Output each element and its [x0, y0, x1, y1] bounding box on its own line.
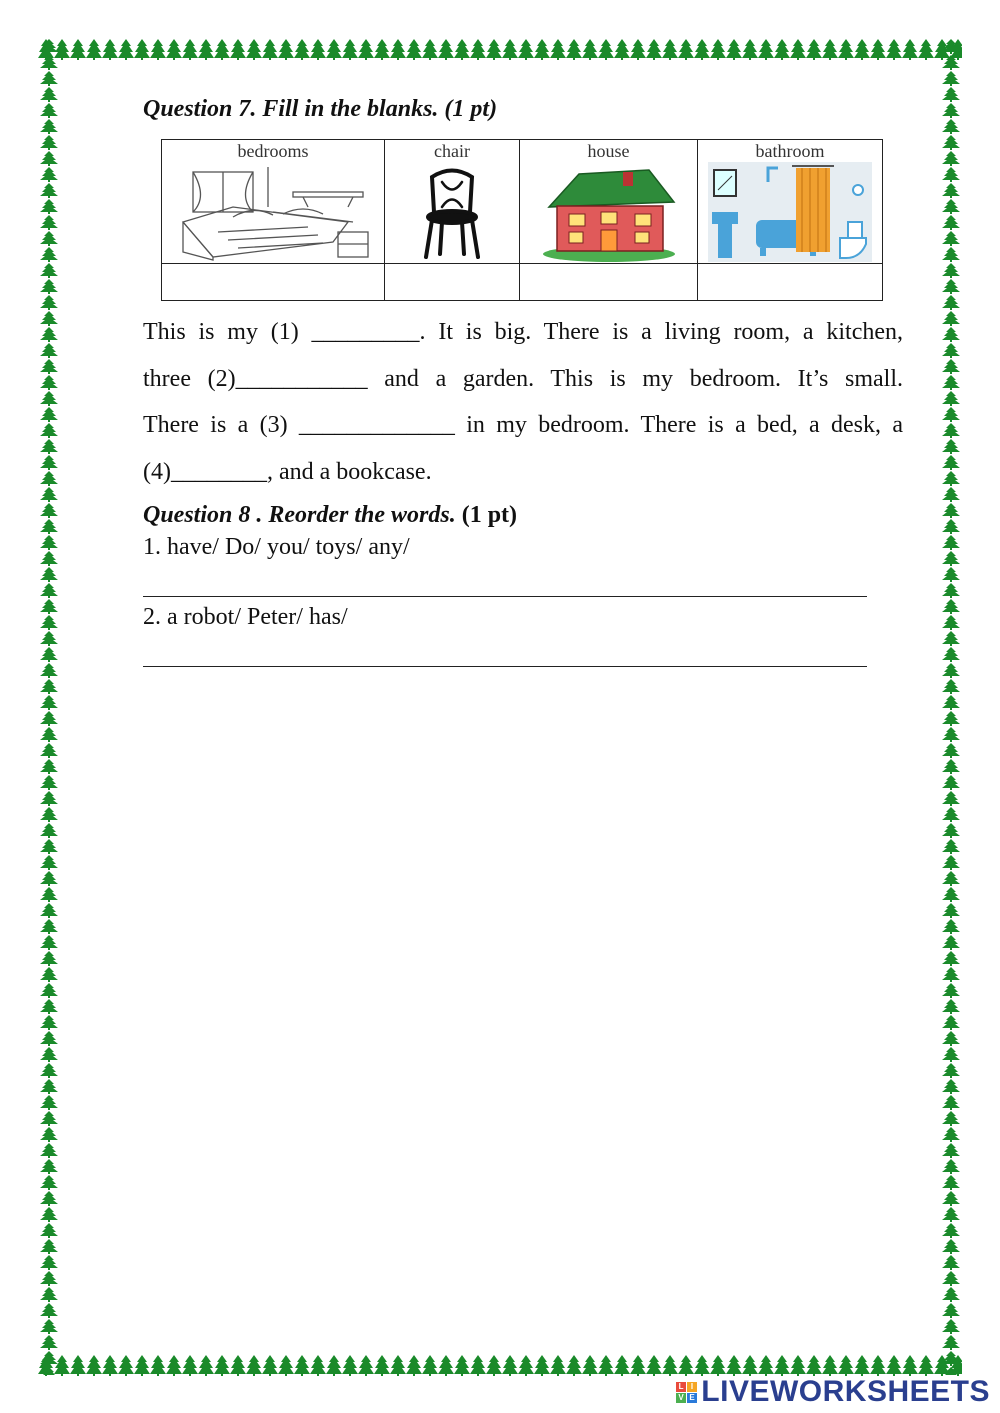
paragraph-line-1: This is my (1) _________. It is big. There is a living room, a kitchen,: [143, 319, 903, 345]
paragraph-line-2: three (2)___________ and a garden. This is my bedroom. It’s small.: [143, 365, 903, 392]
liveworksheets-logo: [676, 1374, 990, 1410]
paragraph-line-4: (4)________, and a bookcase.: [143, 458, 432, 485]
answer-line-2[interactable]: [143, 666, 867, 667]
bed-icon: [173, 162, 373, 262]
tree-border-bottom: [38, 1354, 962, 1376]
question-8-title-text: Question 8 . Reorder the words.: [143, 502, 456, 528]
question-8-title: [143, 502, 517, 529]
caption-chair: chair: [434, 141, 470, 161]
reorder-item-1: 1. have/ Do/ you/ toys/ any/: [143, 534, 410, 560]
answer-cell-3[interactable]: [520, 264, 698, 301]
tree-border-right: [940, 38, 962, 1375]
liveworksheets-logo-icon: [676, 1382, 697, 1403]
picture-table: [161, 139, 883, 301]
paragraph-line-3: There is a (3) _____________ in my bedroom. There is a bed, a desk, a: [143, 412, 903, 438]
caption-house: house: [587, 141, 630, 161]
caption-bathroom: bathroom: [755, 141, 825, 161]
picture-cell-bedrooms: [162, 140, 385, 264]
answer-cell-4[interactable]: [698, 264, 883, 301]
answer-cell-1[interactable]: [162, 264, 385, 301]
answer-cell-2[interactable]: [385, 264, 520, 301]
chair-icon: [412, 162, 492, 262]
house-icon: [539, 162, 679, 262]
question-8-points: (1 pt): [461, 502, 518, 528]
caption-bedrooms: bedrooms: [237, 141, 309, 161]
question-7-paragraph: [143, 309, 903, 495]
logo-letter-i: I: [687, 1382, 697, 1392]
picture-cell-chair: [385, 140, 520, 264]
tree-border-top: [38, 38, 962, 60]
bathroom-icon: [708, 162, 872, 262]
liveworksheets-wordmark: LIVEWORKSHEETS: [701, 1375, 990, 1408]
answer-line-1[interactable]: [143, 596, 867, 597]
question-7-title: Question 7. Fill in the blanks. (1 pt): [143, 96, 498, 122]
logo-letter-v: V: [676, 1393, 686, 1403]
picture-cell-house: [520, 140, 698, 264]
logo-letter-l: L: [676, 1382, 686, 1392]
reorder-item-2: 2. a robot/ Peter/ has/: [143, 604, 348, 630]
tree-border-left: [38, 38, 60, 1375]
picture-cell-bathroom: [698, 140, 883, 264]
logo-letter-e: E: [687, 1393, 697, 1403]
